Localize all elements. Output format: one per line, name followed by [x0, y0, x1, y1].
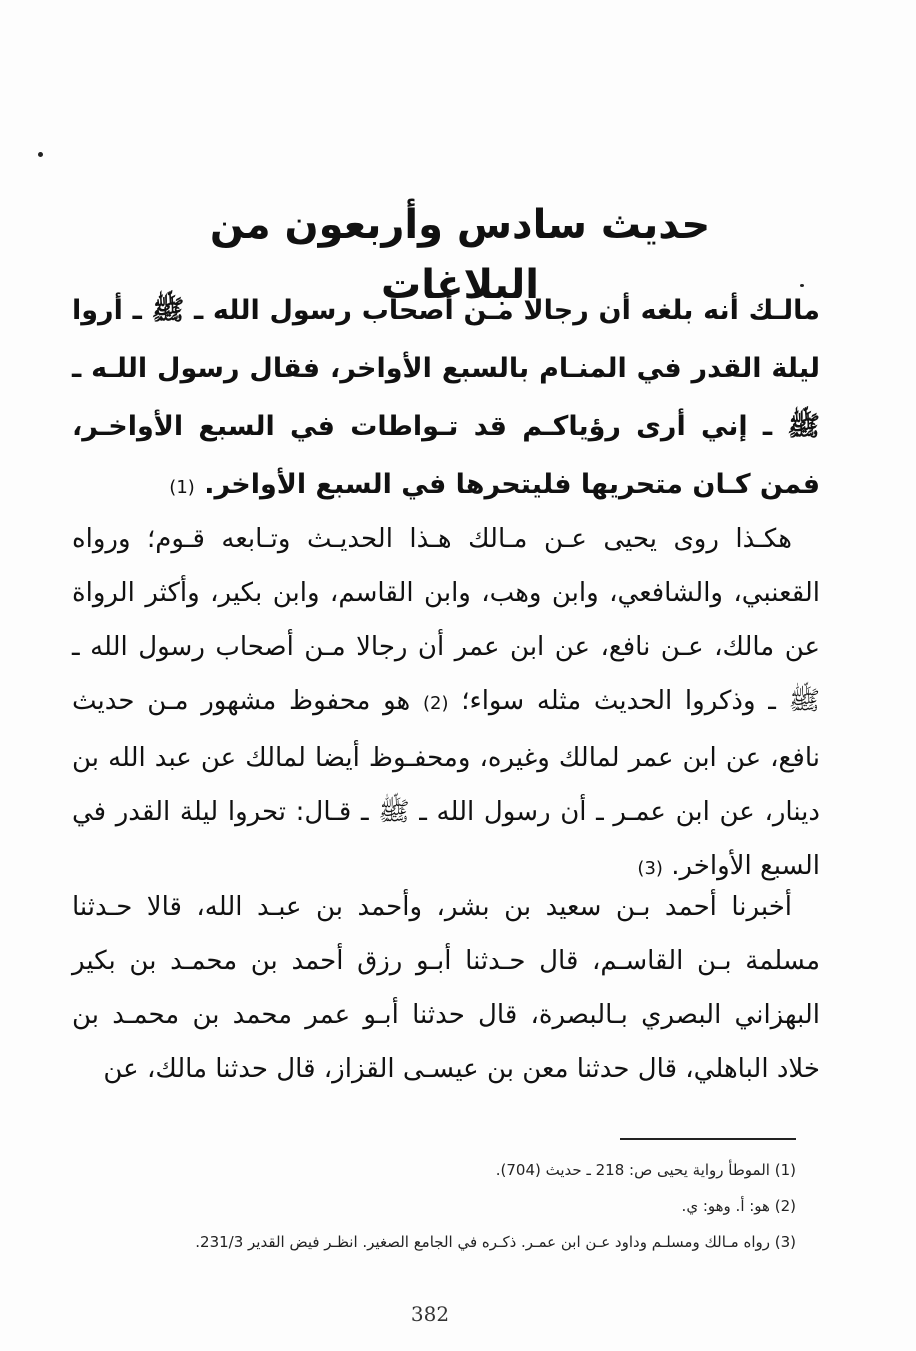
hadith-body: مالـك أنه بلغه أن رجالا مـن أصحاب رسول الله ـ ﷺ ـ أروا ليلة القدر في المنـام بالسبع الأواخر، فقال رسول اللـه ـ ﷺ ـ إني أرى رؤياكـم قد تـواطات في السبع الأواخـر، فمن كـان متحريها فليتحرها في السبع الأواخر.	[72, 295, 820, 500]
isnad-text: أخبرنا أحمد بـن سعيد بن بشر، وأحمد بن عبـد الله، قالا حـدثنا مسلمة بـن القاسـم، قال حـدثنا أبـو رزق أحمد بن محمـد بن بكير البهزاني البصري بـالبصرة، قال حدثنا أبـو عمر محمد بن محمـد بن خلاد الباهلي، قال حدثنا معن بن عيسـى القزاز، قال حدثنا مالك، عن	[72, 892, 820, 1084]
footnote-ref-2: (2)	[422, 693, 449, 714]
page-number: 382	[410, 1302, 450, 1326]
footnote-ref-1: (1)	[169, 477, 195, 498]
scan-speck	[38, 152, 43, 157]
footnote-item: (1) الموطأ رواية يحيى ص: 218 ـ حديث (704).	[495, 1161, 796, 1179]
commentary-text-a: هكـذا روى يحيى عـن مـالك هـذا الحديـث وتـابعه قـوم؛ ورواه القعنبي، والشافعي، وابن وهب، وابن القاسم، وابن بكير، وأكثر الرواة عن مالك، عـن نافع، عن ابن عمر أن رجالا مـن أصحاب رسول الله ـ ﷺ ـ وذكروا الحديث مثله سواء؛	[72, 524, 821, 716]
footnote-item: (2) هو: أ. وهو: ي.	[681, 1197, 796, 1215]
commentary-paragraph	[72, 512, 820, 896]
isnad-paragraph	[72, 880, 820, 1096]
chapter-heading: حديث سادس وأربعون من البلاغات	[209, 201, 711, 308]
hadith-text	[72, 282, 820, 517]
footnotes	[64, 1152, 796, 1260]
footnote-ref-3: (3)	[637, 858, 663, 879]
footnote-item: (3) رواه مـالك ومسلـم وداود عـن ابن عمـر. ذكـره في الجامع الصغير. انظـر فيض القدير 231/3.	[195, 1233, 796, 1251]
commentary-text-b: هو محفوظ مشهور مـن حديث نافع، عن ابن عمر لمالك وغيره، ومحفـوظ أيضا لمالك عن عبد الله بن دينار، عن ابن عمـر ـ أن رسول الله ـ ﷺ ـ قـال: تحروا ليلة القدر في السبع الأواخر.	[72, 686, 820, 881]
footnote-separator	[620, 1138, 796, 1140]
